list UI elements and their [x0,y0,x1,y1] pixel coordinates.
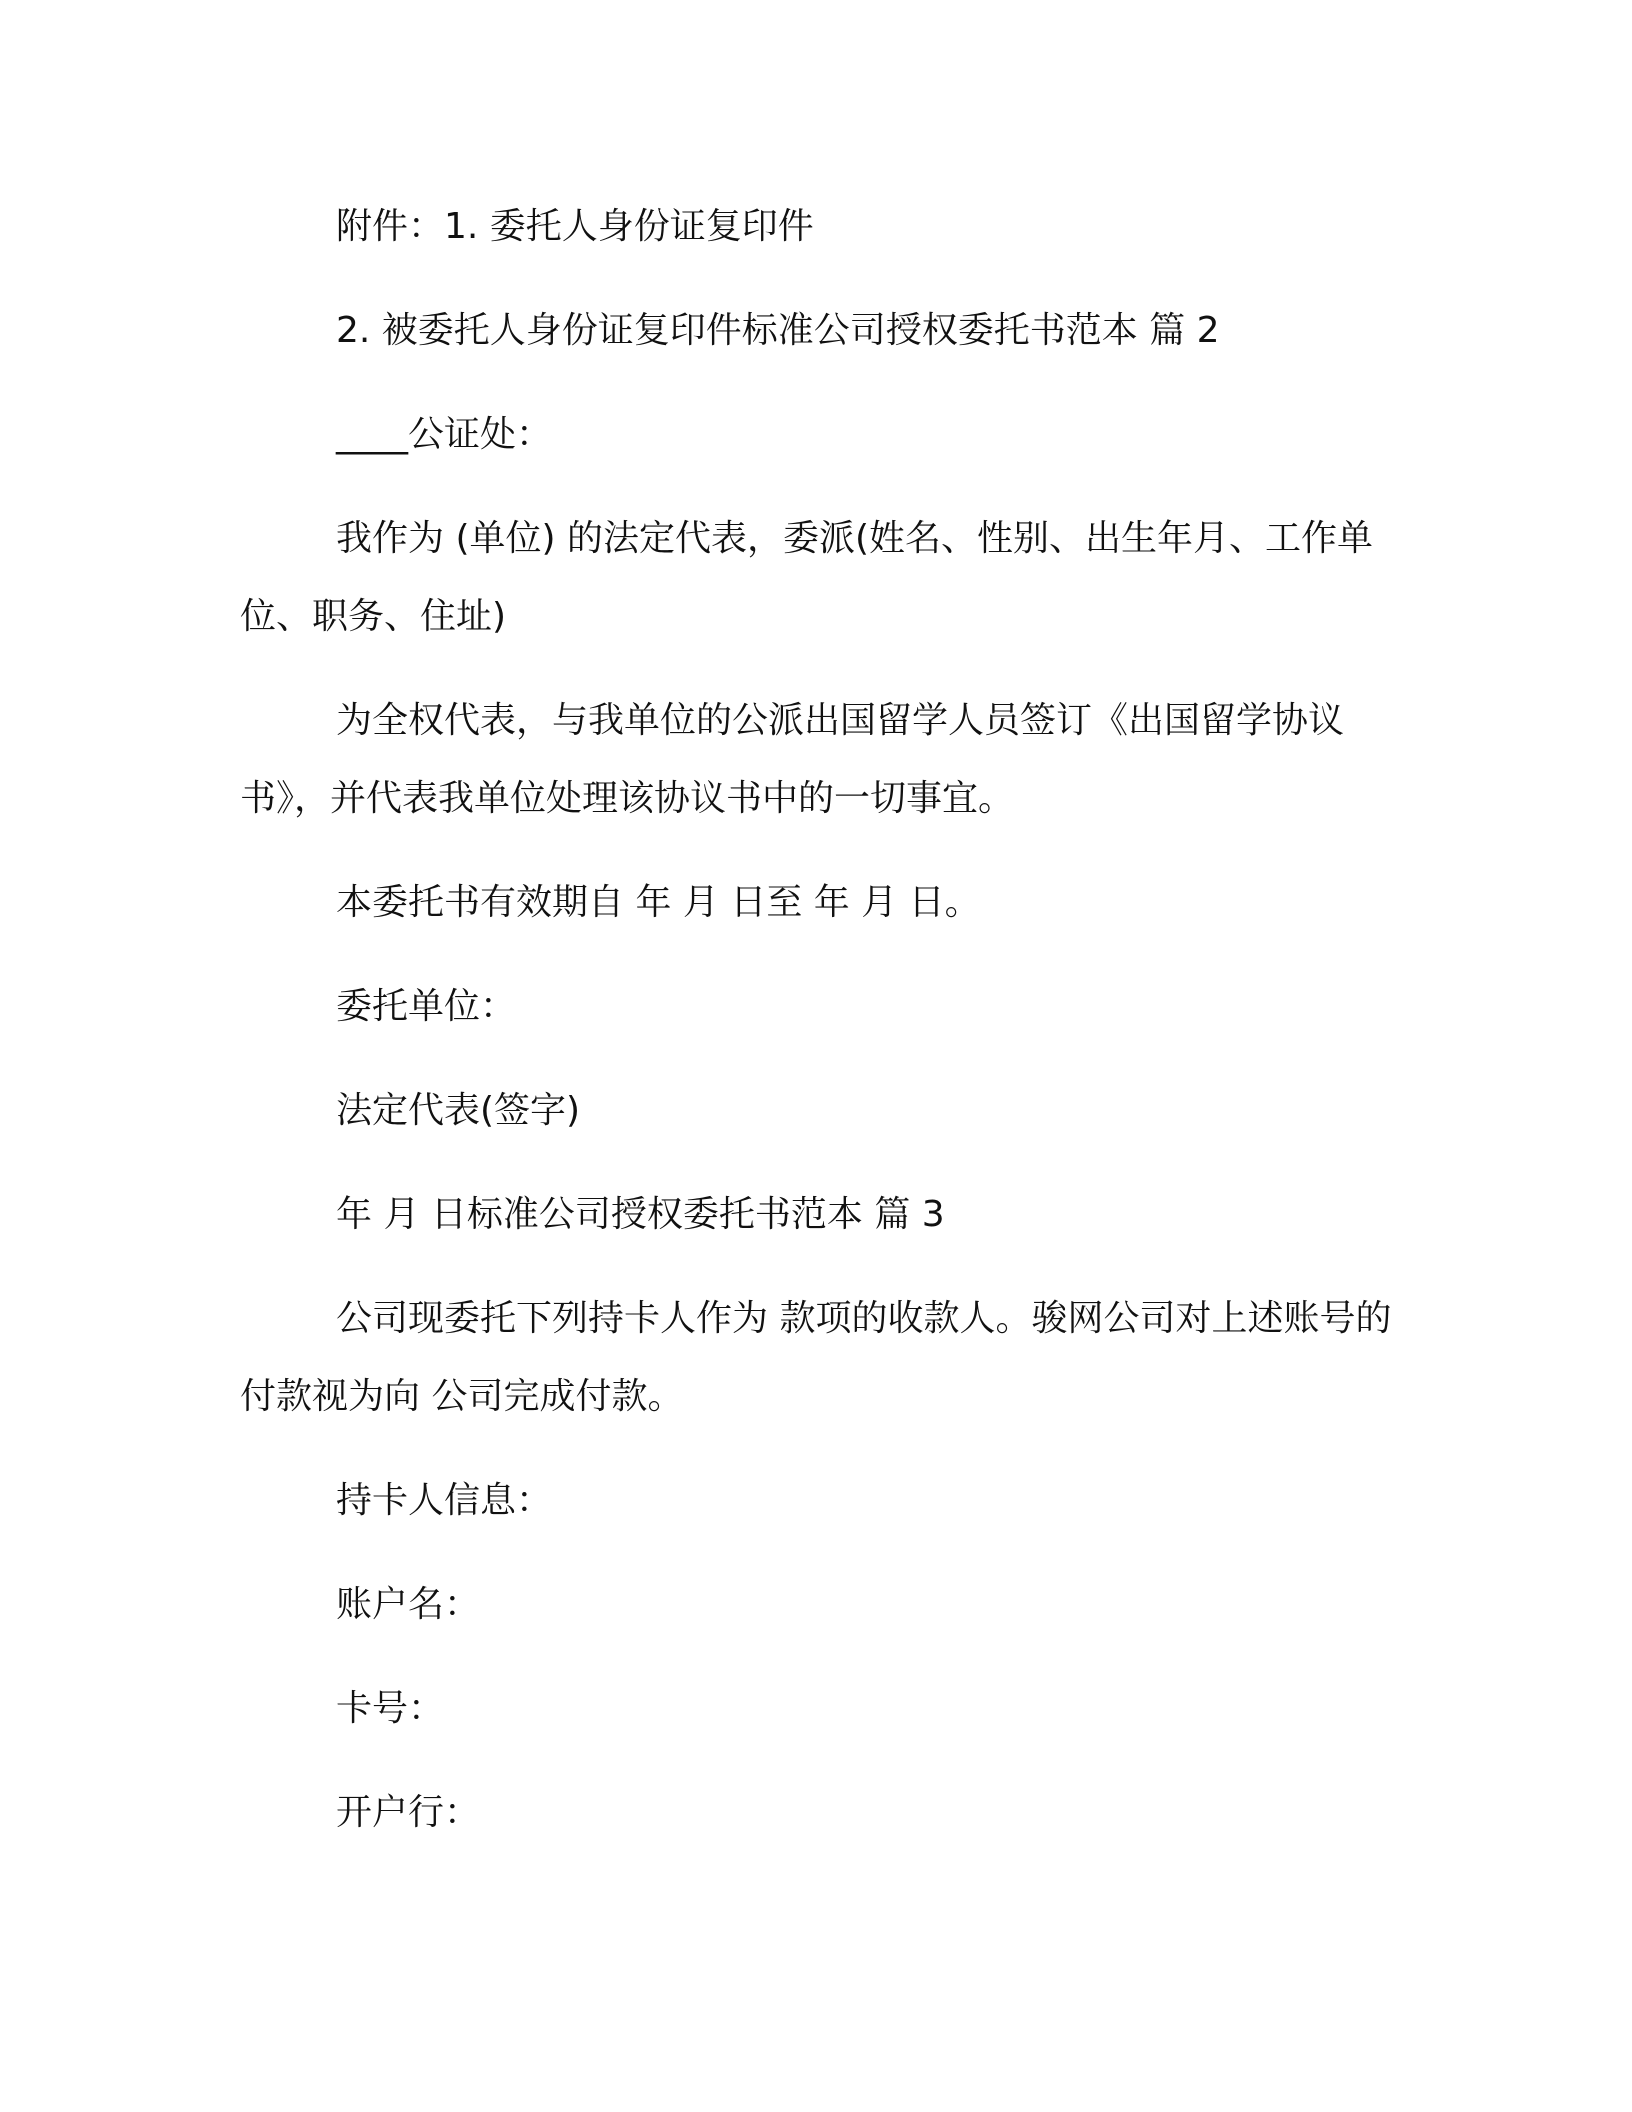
account-name-label: 账户名： [336,1584,481,1625]
attachment-line-1: 附件：1. 委托人身份证复印件 [336,206,814,247]
delegation-paragraph: 我作为 (单位) 的法定代表，委派(姓名、性别、出生年月、工作单位、职务、住址) [240,518,1374,637]
entrusting-unit-label: 委托单位： [336,986,517,1027]
document-body [240,188,1400,1852]
bank-label: 开户行： [336,1792,481,1833]
cardholder-info-label: 持卡人信息： [336,1480,553,1521]
date-and-section-3-title: 年 月 日标准公司授权委托书范本 篇 3 [336,1194,945,1235]
payee-paragraph: 公司现委托下列持卡人作为 款项的收款人。骏网公司对上述账号的付款视为向 公司完成付款。 [240,1298,1392,1417]
card-number-label: 卡号： [336,1688,445,1729]
attachment-line-2: 2. 被委托人身份证复印件标准公司授权委托书范本 篇 2 [336,310,1220,351]
legal-representative-signature: 法定代表(签字) [336,1090,581,1131]
notary-office-salutation: ____公证处： [336,414,553,455]
validity-period: 本委托书有效期自 年 月 日至 年 月 日。 [336,882,981,923]
authority-paragraph: 为全权代表，与我单位的公派出国留学人员签订《出国留学协议书》，并代表我单位处理该协议书中的一切事宜。 [240,700,1345,819]
